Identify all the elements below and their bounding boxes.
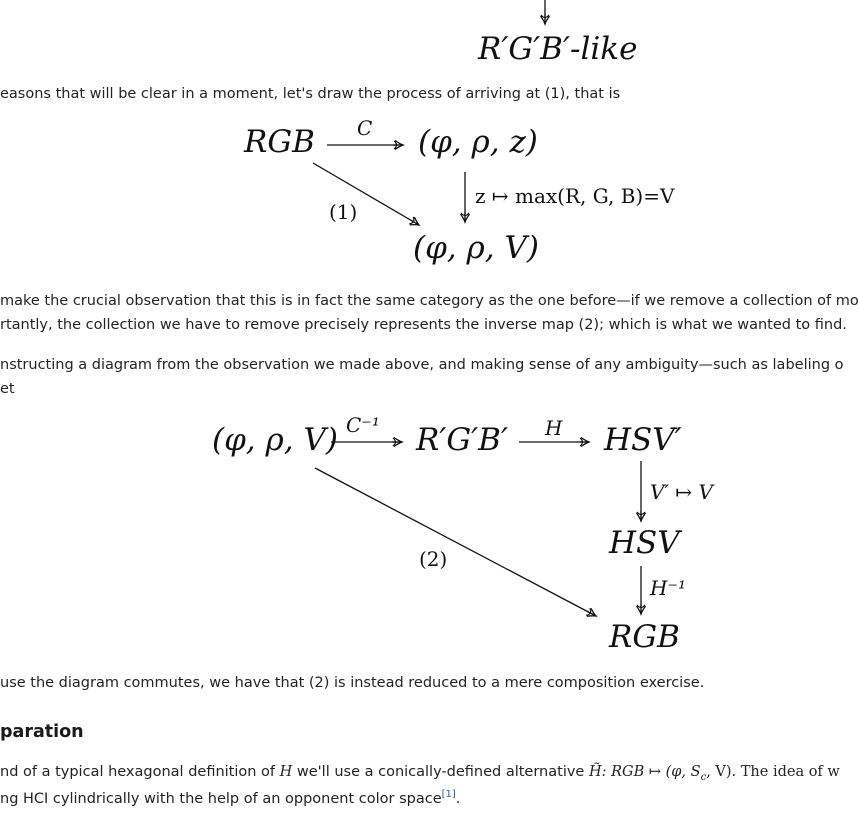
d2-node-hsv: HSV — [609, 525, 680, 561]
d2-label-h: H — [545, 416, 563, 440]
p5-math-map: H̃: RGB ↦ (φ, S — [588, 764, 701, 780]
d1-label-z-max: z ↦ max(R, G, B)=V — [475, 184, 675, 208]
p5-math-h: H — [279, 764, 293, 780]
paragraph-4: use the diagram commutes, we have that (2) is instead reduced to a mere composition exercise. — [0, 675, 705, 691]
paragraph-3-line-2: et — [0, 381, 15, 397]
p5-math-end: , V). The idea of w — [706, 764, 840, 780]
p5-text-a: nd of a typical hexagonal definition of — [0, 764, 280, 780]
p5-line2-period: . — [455, 790, 461, 807]
paragraph-2-line-2: rtantly, the collection we have to remove precisely represents the inverse map (2); which is what we wanted to find. — [0, 317, 847, 333]
top-tail-label — [478, 31, 638, 67]
d2-node-rgb-prime: R′G′B′ — [416, 422, 509, 458]
d1-label-c: C — [357, 116, 373, 140]
top-tail-label-text: R′G′B′-like — [478, 31, 638, 67]
paragraph-5-line-2 — [0, 790, 460, 806]
d1-node-phi-rho-z: (φ, ρ, z) — [418, 124, 538, 160]
p5-text-b: we'll use a conically-defined alternative — [292, 764, 589, 780]
d1-node-phi-rho-v: (φ, ρ, V) — [413, 230, 539, 266]
d2-node-rgb: RGB — [609, 619, 680, 655]
d1-label-1: (1) — [329, 200, 358, 224]
paragraph-3-line-1: nstructing a diagram from the observation we made above, and making sense of any ambiguity—such as labeling o — [0, 357, 844, 373]
p5-math-sub: c — [700, 771, 707, 783]
d2-node-phi-rho-v: (φ, ρ, V) — [212, 422, 338, 458]
d2-label-vprime-to-v: V′ ↦ V — [650, 480, 713, 504]
d2-label-2: (2) — [419, 547, 448, 571]
d2-node-hsv-prime: HSV′ — [604, 422, 682, 458]
d2-label-c-inverse: C⁻¹ — [346, 413, 380, 437]
paragraph-2-line-1: make the crucial observation that this is in fact the same category as the one before—if we remove a collection of mo — [0, 293, 859, 309]
arrow-diag-2 — [315, 468, 596, 616]
section-heading: paration — [0, 722, 84, 742]
p5-line2-text: ng HCI cylindrically with the help of an opponent color space — [0, 790, 442, 807]
paragraph-5-line-1 — [0, 765, 840, 783]
paragraph-1: easons that will be clear in a moment, let's draw the process of arriving at (1), that is — [0, 86, 621, 102]
d1-node-rgb: RGB — [244, 124, 315, 160]
d2-label-h-inverse: H⁻¹ — [650, 576, 687, 600]
footnote-ref-1[interactable]: [1] — [441, 789, 456, 800]
